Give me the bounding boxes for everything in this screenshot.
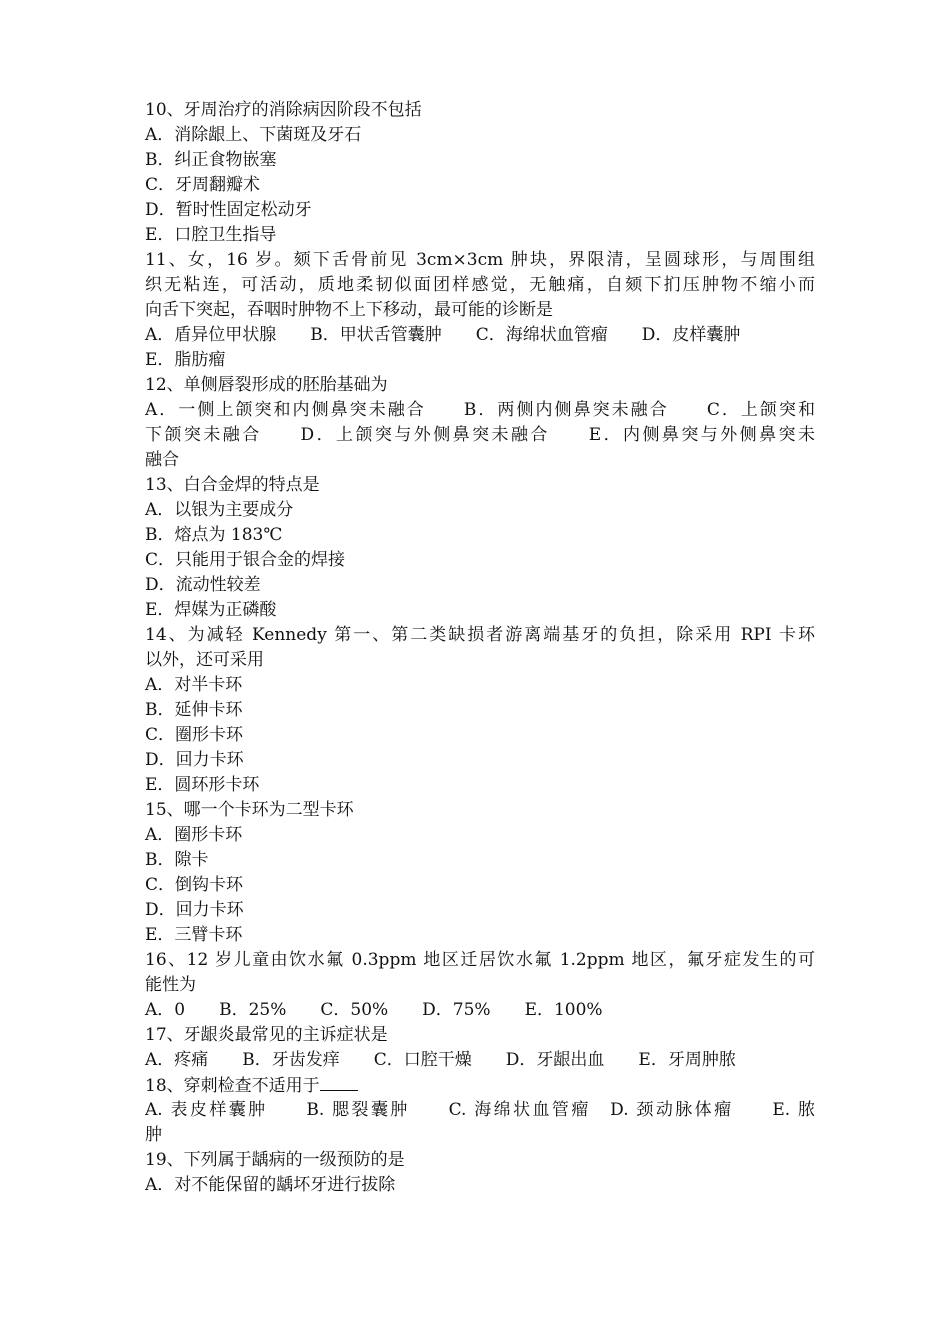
question-18-options-line-1: A. 表皮样囊肿 B. 腮裂囊肿 C. 海绵状血管瘤 D. 颈动脉体瘤 E. 脓 <box>145 1100 815 1120</box>
question-19-stem: 19、下列属于龋病的一级预防的是 <box>145 1150 405 1170</box>
question-17-options-row: A．疼痛 B．牙齿发痒 C．口腔干燥 D．牙龈出血 E．牙周肿脓 <box>145 1050 736 1070</box>
question-15-option-d: D．回力卡环 <box>145 900 244 920</box>
question-12-options-line-3: 融合 <box>145 450 179 470</box>
question-19-option-a: A．对不能保留的龋坏牙进行拔除 <box>145 1175 396 1195</box>
question-12-options-line-2: 下颌突未融合 D．上颌突与外侧鼻突未融合 E．内侧鼻突与外侧鼻突未 <box>145 425 815 445</box>
question-12-options-line-1: A．一侧上颌突和内侧鼻突未融合 B．两侧内侧鼻突未融合 C．上颌突和 <box>145 400 815 420</box>
question-13-option-a: A．以银为主要成分 <box>145 500 294 520</box>
question-16-options-row: A．0 B．25% C．50% D．75% E．100% <box>145 1000 603 1020</box>
question-15-option-c: C．倒钩卡环 <box>145 875 244 895</box>
question-14-option-b: B．延伸卡环 <box>145 700 243 720</box>
question-15-stem: 15、哪一个卡环为二型卡环 <box>145 800 354 820</box>
question-14-option-a: A．对半卡环 <box>145 675 243 695</box>
question-11-stem-line-1: 11、女，16 岁。颏下舌骨前见 3cm×3cm 肿块，界限清，呈圆球形，与周围组 <box>145 250 815 270</box>
question-15-option-a: A．圈形卡环 <box>145 825 243 845</box>
question-10-option-a: A．消除龈上、下菌斑及牙石 <box>145 125 362 145</box>
question-18-stem: 18、穿刺检查不适用于 <box>145 1076 320 1096</box>
question-10-option-b: B．纠正食物嵌塞 <box>145 150 277 170</box>
question-12-stem: 12、单侧唇裂形成的胚胎基础为 <box>145 375 388 395</box>
question-14-option-d: D．回力卡环 <box>145 750 244 770</box>
question-14-option-c: C．圈形卡环 <box>145 725 244 745</box>
question-10-stem: 10、牙周治疗的消除病因阶段不包括 <box>145 100 422 120</box>
question-14-option-e: E．圆环形卡环 <box>145 775 260 795</box>
question-13-option-b: B．熔点为 183℃ <box>145 525 283 545</box>
question-10-option-e: E．口腔卫生指导 <box>145 225 277 245</box>
question-13-option-d: D．流动性较差 <box>145 575 261 595</box>
question-15-option-e: E．三臂卡环 <box>145 925 243 945</box>
question-13-option-e: E．焊媒为正磷酸 <box>145 600 277 620</box>
question-11-options-row: A．盾异位甲状腺 B．甲状舌管囊肿 C．海绵状血管瘤 D．皮样囊肿 <box>145 325 741 345</box>
question-11-stem-line-2: 织无粘连，可活动，质地柔韧似面团样感觉，无触痛，自颏下扪压肿物不缩小而 <box>145 275 815 295</box>
question-10-option-c: C．牙周翻瓣术 <box>145 175 261 195</box>
question-13-stem: 13、白合金焊的特点是 <box>145 475 320 495</box>
question-18-stem-row <box>145 1073 815 1098</box>
question-16-stem-line-2: 能性为 <box>145 975 196 995</box>
answer-blank <box>320 1073 358 1091</box>
question-11-stem-line-3: 向舌下突起，吞咽时肿物不上下移动，最可能的诊断是 <box>145 300 553 320</box>
question-18-options-line-2: 肿 <box>145 1125 162 1145</box>
question-10-option-d: D．暂时性固定松动牙 <box>145 200 312 220</box>
question-14-stem-line-1: 14、为减轻 Kennedy 第一、第二类缺损者游离端基牙的负担，除采用 RPI 卡环 <box>145 625 815 645</box>
question-17-stem: 17、牙龈炎最常见的主诉症状是 <box>145 1025 388 1045</box>
question-15-option-b: B．隙卡 <box>145 850 209 870</box>
document-body <box>145 98 815 1198</box>
question-11-option-e: E．脂肪瘤 <box>145 350 226 370</box>
question-16-stem-line-1: 16、12 岁儿童由饮水氟 0.3ppm 地区迁居饮水氟 1.2ppm 地区，氟牙症发生的可 <box>145 950 815 970</box>
question-14-stem-line-2: 以外，还可采用 <box>145 650 264 670</box>
question-13-option-c: C．只能用于银合金的焊接 <box>145 550 346 570</box>
